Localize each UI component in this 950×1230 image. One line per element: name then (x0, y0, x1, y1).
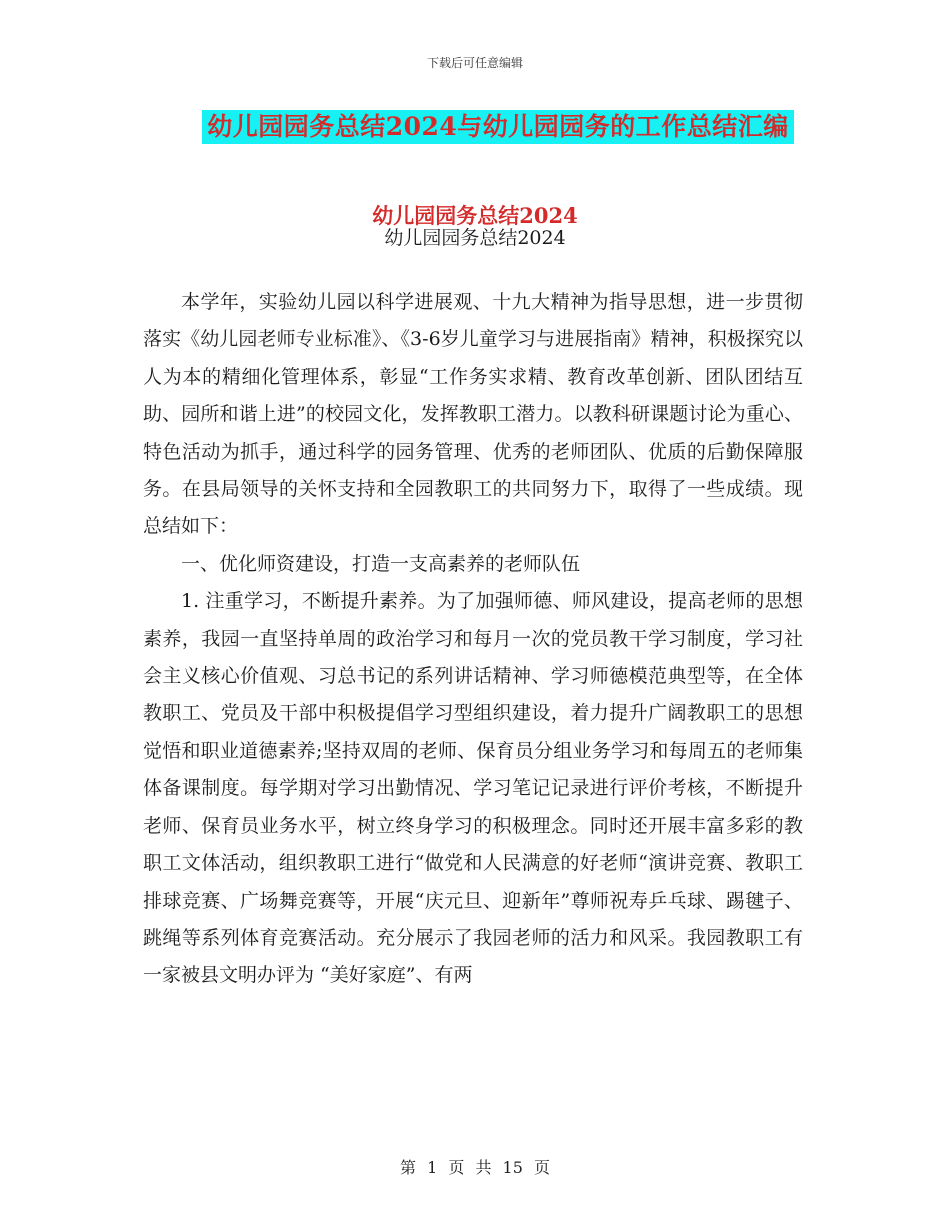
body-text (143, 284, 803, 995)
document-title: 幼儿园园务总结2024与幼儿园园务的工作总结汇编 (202, 110, 794, 144)
paragraph-intro: 本学年，实验幼儿园以科学进展观、十九大精神为指导思想，进一步贯彻落实《幼儿园老师专业标准》、《3-6岁儿童学习与进展指南》精神，积极探究以人为本的精细化管理体系，彰显“工作务实求精、教育改革创新、团队团结互助、园所和谐上进”的校园文化，发挥教职工潜力。以教科研课题讨论为重心、特色活动为抓手，通过科学的园务管理、优秀的老师团队、优质的后勤保障服务。在县局领导的关怀支持和全园教职工的共同努力下，取得了一些成绩。现总结如下： (143, 291, 803, 538)
paragraph-item-1: 1. 注重学习，不断提升素养。为了加强师德、师风建设，提高老师的思想素养，我园一直坚持单周的政治学习和每月一次的党员教干学习制度，学习社会主义核心价值观、习总书记的系列讲话精神、学习师德模范典型等，在全体教职工、党员及干部中积极提倡学习型组织建设，着力提升广阔教职工的思想觉悟和职业道德素养;坚持双周的老师、保育员分组业务学习和每周五的老师集体备课制度。每学期对学习出勤情况、学习笔记记录进行评价考核，不断提升老师、保育员业务水平，树立终身学习的积极理念。同时还开展丰富多彩的教职工文体活动，组织教职工进行“做党和人民满意的好老师“演讲竞赛、教职工排球竞赛、广场舞竞赛等，开展“庆元旦、迎新年”尊师祝寿乒乓球、踢毽子、跳绳等系列体育竞赛活动。充分展示了我园老师的活力和风采。我园教职工有一家被县文明办评为 “美好家庭”、有两 (143, 590, 803, 987)
page-footer: 第 1 页 共 15 页 (400, 1158, 550, 1177)
paragraph-heading-1: 一、优化师资建设，打造一支高素养的老师队伍 (181, 552, 581, 575)
document-title-highlight (202, 110, 794, 144)
section-title: 幼儿园园务总结2024 (372, 203, 578, 228)
header-note: 下载后可任意编辑 (426, 56, 523, 70)
subtitle: 幼儿园园务总结2024 (384, 227, 566, 249)
